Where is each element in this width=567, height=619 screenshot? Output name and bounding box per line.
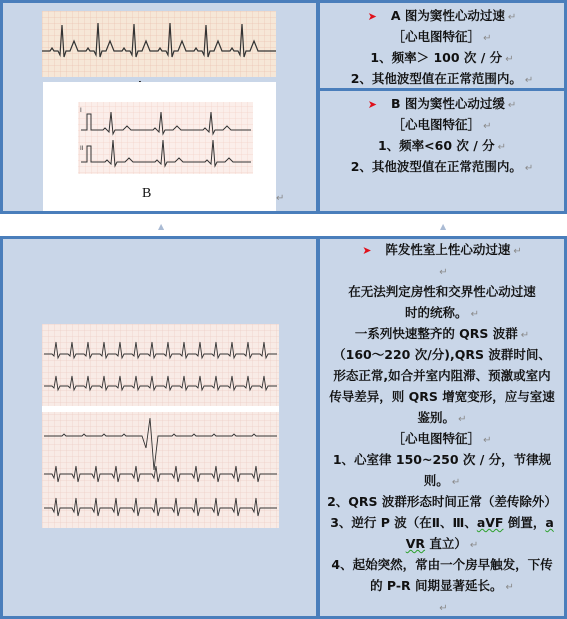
subheading-b: ［心电图特征］: [392, 117, 481, 132]
feature-svt-3a-a: a: [545, 515, 554, 530]
caption-b: B: [142, 186, 152, 201]
top-right-cell-a: ➤ A 图为窦性心动过速 ↵ ［心电图特征］ ↵ 1、频率＞ 100 次 / 分 ↵ 2、其他波型值在正常范围内。 ↵: [320, 3, 564, 88]
subheading-a: ［心电图特征］: [392, 29, 481, 44]
bullet-arrow-icon: ➤: [362, 244, 372, 257]
heading-svt: 阵发性室上性心动过速: [385, 242, 511, 257]
feature-b-2: 2、其他波型值在正常范围内。: [350, 159, 522, 174]
description-line-1: 一系列快速整齐的 QRS 波群: [354, 326, 518, 341]
definition-line-2: 时的统称。: [405, 305, 468, 320]
svg-text:I: I: [80, 107, 82, 114]
ecg-image-svt: [42, 324, 279, 528]
bullet-arrow-icon: ➤: [367, 10, 377, 23]
description-line-2: （160～220 次/分),QRS 波群时间、: [333, 347, 551, 362]
description-line-3: 形态正常,如合并室内阻滞、预激或室内: [333, 368, 551, 383]
feature-a-1: 1、频率＞ 100 次 / 分: [370, 50, 503, 65]
feature-svt-3b-post: 直立）: [425, 536, 467, 551]
row-marker-icon: ▲: [440, 222, 447, 231]
subheading-svt: ［心电图特征］: [392, 431, 481, 446]
description-line-4: 传导差异，则 QRS 增宽变形，应与室速: [329, 389, 555, 404]
feature-svt-2: 2、QRS 波群形态时间正常（差传除外）: [327, 494, 557, 509]
feature-svt-3a-post: 倒置，: [503, 515, 546, 530]
ecg-image-b: [43, 82, 276, 211]
feature-svt-4b: 的 P-R 间期显著延长。: [370, 578, 503, 593]
feature-a-2: 2、其他波型值在正常范围内。: [350, 71, 522, 86]
description-line-5: 鉴别。: [417, 410, 456, 425]
feature-svt-3a-avf: aVF: [476, 515, 504, 530]
feature-svt-3b-vr: VR: [405, 536, 426, 551]
top-right-cell-b: ➤ B 图为窦性心动过缓 ↵ ［心电图特征］ ↵ 1、频率<60 次 / 分 ↵ 2、其他波型值在正常范围内。 ↵: [320, 91, 564, 211]
svg-text:II: II: [80, 145, 84, 152]
ecg-image-a: [42, 11, 276, 77]
table-gap: [0, 214, 567, 236]
bullet-arrow-icon: ➤: [367, 98, 377, 111]
feature-svt-4a: 4、起始突然，常由一个房早触发，下传: [331, 557, 553, 572]
definition-line-1: 在无法判定房性和交界性心动过速: [348, 284, 536, 299]
feature-svt-3a-pre: 3、逆行 P 波（在Ⅱ、Ⅲ、: [330, 515, 477, 530]
feature-svt-1b: 则。: [423, 473, 449, 488]
ecg-image-b-panel: [43, 82, 276, 211]
bottom-left-cell: [3, 239, 316, 616]
row-marker-icon: ▲: [158, 222, 165, 231]
feature-b-1: 1、频率<60 次 / 分: [377, 138, 495, 153]
feature-svt-1a: 1、心室律 150~250 次 / 分，节律规: [332, 452, 552, 467]
bottom-right-cell: ➤ 阵发性室上性心动过速 ↵ ↵ 在无法判定房性和交界性心动过速 时的统称。 ↵ 一系列快速整齐的 QRS 波群 ↵ （160～220 次/分),QRS 波群时间、 形态正常,如合并室内阻滞、预激或室内 传导差异，则 QRS 增宽变形，应与室速 鉴别。 ↵ ［心电图特征］ ↵ 1、心室律 150~250 次 / 分，节律规 则。 ↵ 2、QRS 波群形态时间正常（差传除外） 3、逆行 P 波（在Ⅱ、Ⅲ、aVF 倒置，a VR 直立） ↵ 4、起始突然，常由一个房早触发，下传 的 P-R 间期显著延长。 ↵ ↵: [320, 239, 564, 616]
heading-a: A 图为窦性心动过速: [390, 8, 505, 23]
paragraph-mark: ↵: [276, 193, 285, 204]
top-left-cell: [3, 3, 316, 211]
heading-b: B 图为窦性心动过缓: [390, 96, 505, 111]
